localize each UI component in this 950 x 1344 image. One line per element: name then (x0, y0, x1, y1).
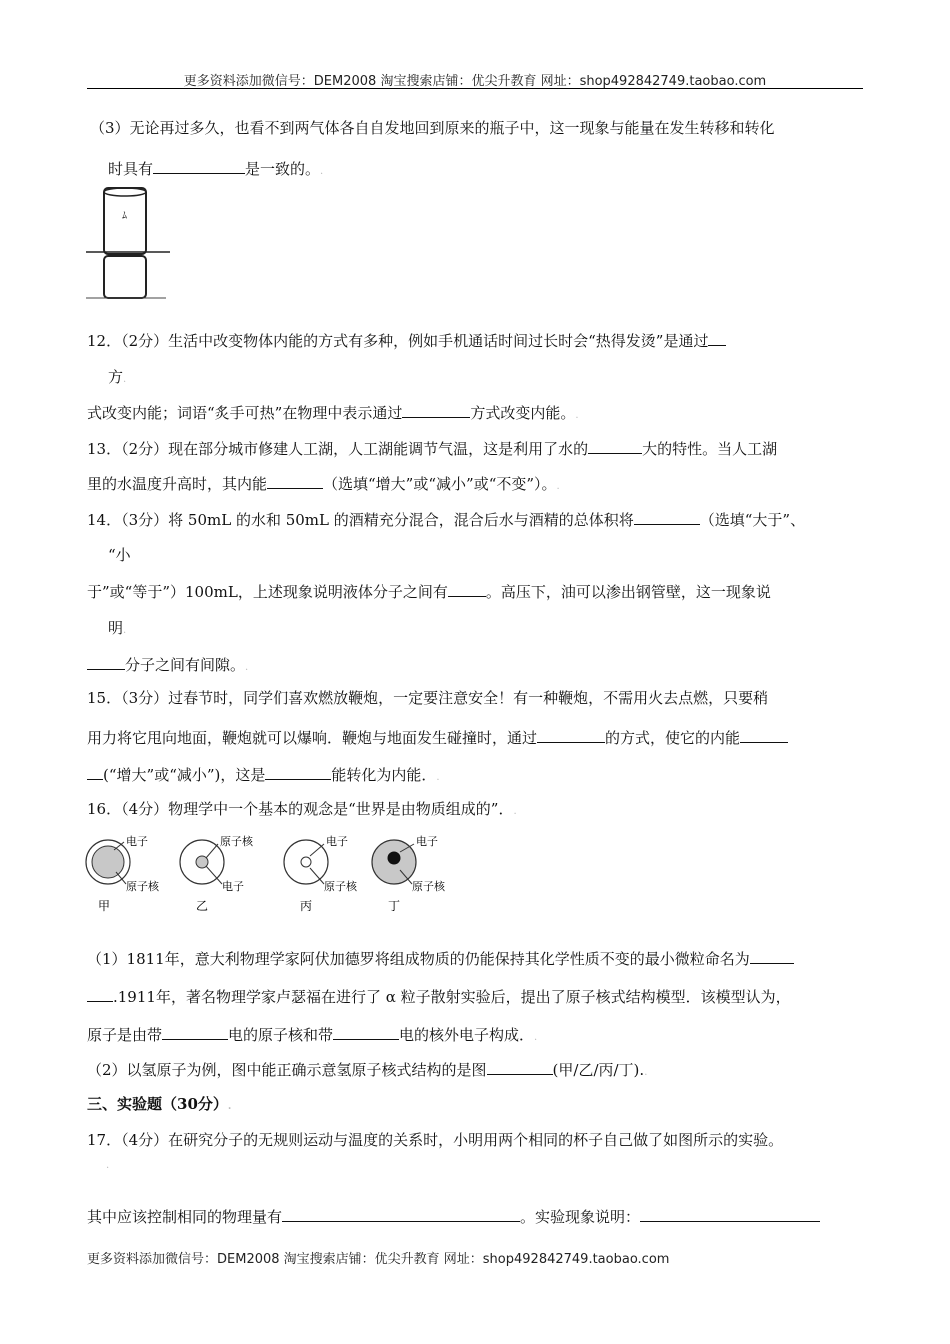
q17-blank-2 (640, 1205, 820, 1222)
paragraph-mark: . (106, 1160, 110, 1171)
q13-line2 (87, 472, 560, 497)
q16-p1-text: （1）1811年，意大利物理学家阿伏加德罗将组成物质的仍能保持其化学性质不变的最小微粒命名为 (87, 950, 750, 968)
q14-line3 (87, 580, 771, 602)
q14-text-5: 明 (108, 619, 124, 637)
q14-text-2: （选填“大于”、 (699, 511, 806, 529)
atom-jia-name: 甲 (98, 899, 111, 913)
q17-line2 (87, 1205, 820, 1227)
atom-ding-name: 丁 (388, 899, 401, 913)
paragraph-mark: . (123, 374, 127, 385)
atom-ding-top-label: 电子 (416, 835, 438, 848)
paragraph-mark: . (534, 1032, 538, 1043)
q13-line1 (87, 437, 777, 459)
atom-yi-top-label: 原子核 (220, 835, 253, 848)
bottle-label: ﾑ (122, 211, 127, 222)
q17-text-2: 。实验现象说明： (520, 1208, 641, 1226)
q16-p1-text-3: 原子是由带 (87, 1026, 163, 1044)
paragraph-mark: . (436, 772, 440, 783)
paragraph-mark: . (227, 1101, 232, 1112)
q16-blank-1-cont (87, 985, 113, 1002)
q15-blank-2 (740, 726, 788, 743)
q13-text-2: 大的特性。当人工湖 (642, 440, 778, 458)
q11-text-end: 是一致的。 (245, 160, 321, 178)
paragraph-mark: . (513, 806, 517, 817)
q14-line4 (108, 618, 126, 641)
q16-p1-line1 (87, 947, 794, 969)
q17-text: 其中应该控制相同的物理量有 (87, 1208, 283, 1226)
q13-blank-2 (267, 472, 323, 489)
paragraph-mark: . (245, 662, 249, 673)
paragraph-mark: . (123, 625, 127, 636)
header-rule (87, 88, 863, 89)
q12-line3 (87, 401, 579, 426)
atom-jia-bottom-label: 原子核 (126, 880, 159, 893)
q11-part3-line2 (108, 157, 323, 182)
q14-text-6: 分子之间有间隙。 (125, 656, 246, 674)
q16-p1-line3 (87, 1023, 537, 1048)
q13-blank-1 (588, 437, 642, 454)
atom-bing-top-label: 电子 (326, 835, 348, 848)
q14-blank-1 (634, 508, 700, 525)
page-footer: 更多资料添加微信号：DEM2008 淘宝搜索店铺：优尖升教育 网址：shop492842749.taobao.com (87, 1252, 670, 1267)
section-3-title-text: 三、实验题（30分） (87, 1095, 228, 1113)
q14-text-4: 。高压下，油可以渗出钢管壁，这一现象说 (485, 583, 771, 601)
q14-text: 14．（3分）将 50mL 的水和 50mL 的酒精充分混合，混合后水与酒精的总体积将 (87, 511, 634, 529)
q15-line1: 15．（3分）过春节时，同学们喜欢燃放鞭炮，一定要注意安全！有一种鞭炮，不需用火去点燃，只要稍 (87, 689, 769, 707)
q11-blank (153, 157, 245, 174)
q16-p1-line2 (87, 985, 791, 1007)
q12-text-4: 方式改变内能。 (470, 404, 576, 422)
q16-p1-text-2: .1911年，著名物理学家卢瑟福在进行了 α 粒子散射实验后，提出了原子核式结构模型．该模型认为， (113, 988, 791, 1006)
atom-bing-name: 丙 (300, 899, 313, 913)
q16-p1-text-4: 电的原子核和带 (228, 1026, 334, 1044)
q15-text-2: 的方式，使它的内能 (605, 729, 741, 747)
q16-blank-4 (487, 1058, 553, 1075)
q15-text-4: 能转化为内能． (331, 766, 437, 784)
q14-blank-3 (87, 653, 125, 670)
q12-line2 (108, 367, 126, 390)
page-header: 更多资料添加微信号：DEM2008 淘宝搜索店铺：优尖升教育 网址：shop492842749.taobao.com (183, 74, 767, 89)
atom-yi-name: 乙 (196, 899, 209, 913)
q16-blank-3 (333, 1023, 399, 1040)
q16-p1-text-5: 电的核外电子构成． (399, 1026, 535, 1044)
q13-text-4: （选填“增大”或“减小”或“不变”）。 (323, 475, 557, 493)
q14-text-3: 于”或“等于”）100mL，上述现象说明液体分子之间有 (87, 583, 448, 601)
q16-text: 16．（4分）物理学中一个基本的观念是“世界是由物质组成的”． (87, 800, 514, 818)
paragraph-mark: . (644, 1067, 648, 1078)
q13-text: 13．（2分）现在部分城市修建人工湖，人工湖能调节气温，这是利用了水的 (87, 440, 589, 458)
q15-blank-3 (265, 763, 331, 780)
q14-blank-2 (448, 580, 486, 597)
q12-line1 (87, 329, 726, 351)
q17-blank-1 (282, 1205, 520, 1222)
q12-blank-1 (708, 329, 726, 346)
q15-line2 (87, 726, 788, 748)
q11-part3-line1: （3）无论再过多久，也看不到两气体各自自发地回到原来的瓶子中，这一现象与能量在发生转移和转化 (90, 119, 775, 137)
q12-text: 12．（2分）生活中改变物体内能的方式有多种，例如手机通话时间过长时会“热得发烫”是通过 (87, 332, 709, 350)
q15-blank-1 (537, 726, 605, 743)
gas-bottles-figure (86, 186, 172, 302)
q12-text-2: 方 (108, 368, 124, 386)
atom-jia-top-label: 电子 (126, 835, 148, 848)
q12-blank-2 (402, 401, 470, 418)
q12-text-3: 式改变内能；词语“炙手可热”在物理中表示通过 (87, 404, 403, 422)
paragraph-mark: . (556, 481, 560, 492)
q14-line2: “小 (108, 546, 131, 564)
q13-text-3: 里的水温度升高时，其内能 (87, 475, 268, 493)
paragraph-mark: . (575, 410, 579, 421)
q14-line5 (87, 653, 248, 678)
q16-blank-1 (750, 947, 794, 964)
atom-model-ding (372, 834, 446, 913)
q15-text: 用力将它甩向地面，鞭炮就可以爆响．鞭炮与地面发生碰撞时，通过 (87, 729, 538, 747)
atom-model-bing (284, 834, 358, 913)
section-3-title (87, 1094, 231, 1117)
atom-yi-bottom-label: 电子 (222, 880, 244, 893)
q16-p2-text-2: (甲/乙/丙/丁). (552, 1061, 645, 1079)
paragraph-mark: . (320, 166, 324, 177)
q14-line1 (87, 508, 805, 530)
q17-line1: 17．（4分）在研究分子的无规则运动与温度的关系时，小明用两个相同的杯子自己做了如图所示的实验。 (87, 1131, 784, 1149)
q16-p2 (87, 1058, 647, 1083)
atom-model-jia (86, 834, 160, 913)
q15-text-3: (“增大”或“减小”)，这是 (103, 766, 266, 784)
q11-text: 时具有 (108, 160, 154, 178)
atom-bing-bottom-label: 原子核 (324, 880, 357, 893)
atom-models-figure (84, 830, 464, 916)
q15-blank-2-cont (87, 763, 103, 780)
q16-blank-2 (162, 1023, 228, 1040)
q15-line3 (87, 763, 440, 788)
q16-p2-text: （2）以氢原子为例，图中能正确示意氢原子核式结构的是图 (87, 1061, 487, 1079)
atom-model-yi (180, 834, 254, 913)
q16-line1 (87, 799, 517, 822)
atom-ding-bottom-label: 原子核 (412, 880, 445, 893)
